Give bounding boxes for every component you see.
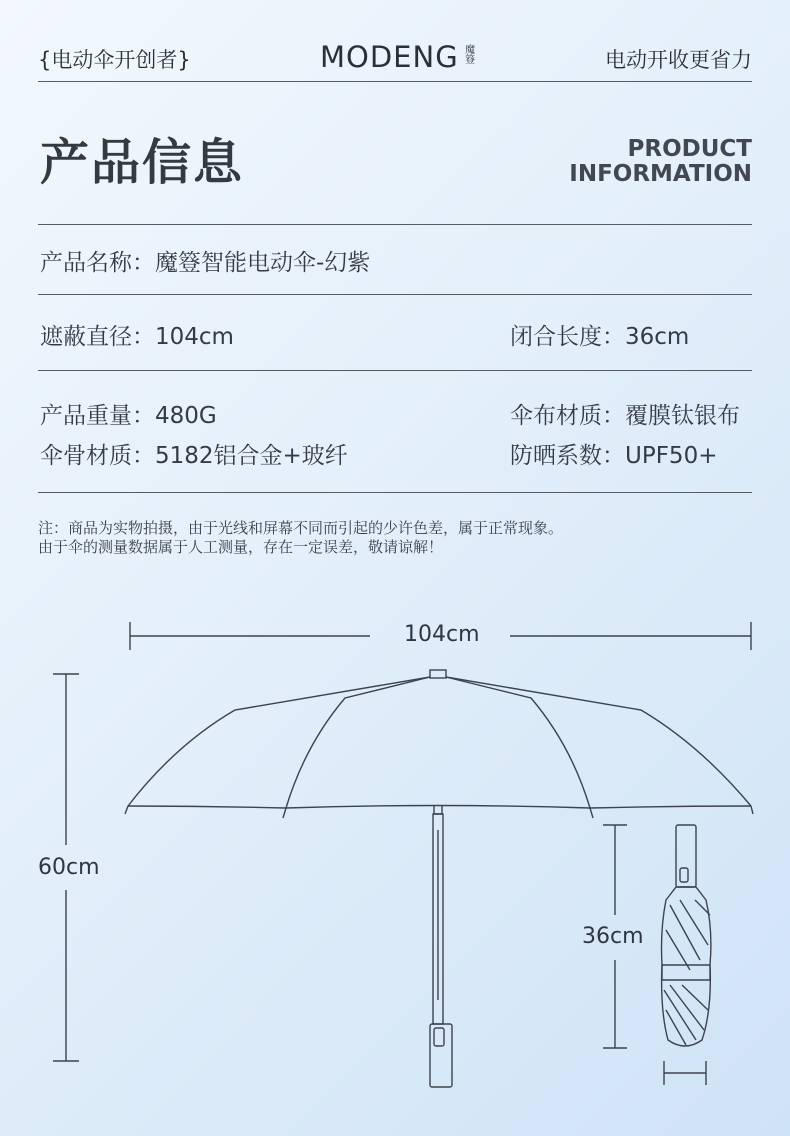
slogan-right: 电动开收更省力 xyxy=(605,48,752,72)
folded-umbrella-icon xyxy=(662,825,711,1085)
spec-diameter: 遮蔽直径：104cm xyxy=(40,324,234,350)
section-title-en-line1: PRODUCT xyxy=(627,136,752,162)
spec-closed-length: 闭合长度：36cm xyxy=(510,324,690,350)
spec-upf: 防晒系数：UPF50+ xyxy=(510,443,718,469)
slogan-left: {电动伞开创者} xyxy=(38,48,191,72)
note-line-2: 由于伞的测量数据属于人工测量，存在一定误差，敬请谅解！ xyxy=(38,538,444,556)
width-label: 104cm xyxy=(404,622,480,647)
brand-logo-text: MODENG xyxy=(320,40,459,74)
folded-length-label: 36cm xyxy=(582,924,644,949)
section-title-en-line2: INFORMATION xyxy=(569,161,752,187)
section-title: 产品信息 xyxy=(40,134,245,191)
spec-frame: 伞骨材质：5182铝合金+玻纤 xyxy=(40,443,348,469)
brand-logo-sub: 魔簦 xyxy=(462,44,474,64)
spec-product-name: 产品名称：魔簦智能电动伞-幻紫 xyxy=(40,250,371,276)
spec-fabric: 伞布材质：覆膜钛银布 xyxy=(510,403,740,429)
note-line-1: 注：商品为实物拍摄，由于光线和屏幕不同而引起的少许色差，属于正常现象。 xyxy=(38,519,564,537)
spec-weight: 产品重量：480G xyxy=(40,403,217,429)
open-umbrella-icon xyxy=(125,670,753,1087)
height-label: 60cm xyxy=(38,855,100,880)
